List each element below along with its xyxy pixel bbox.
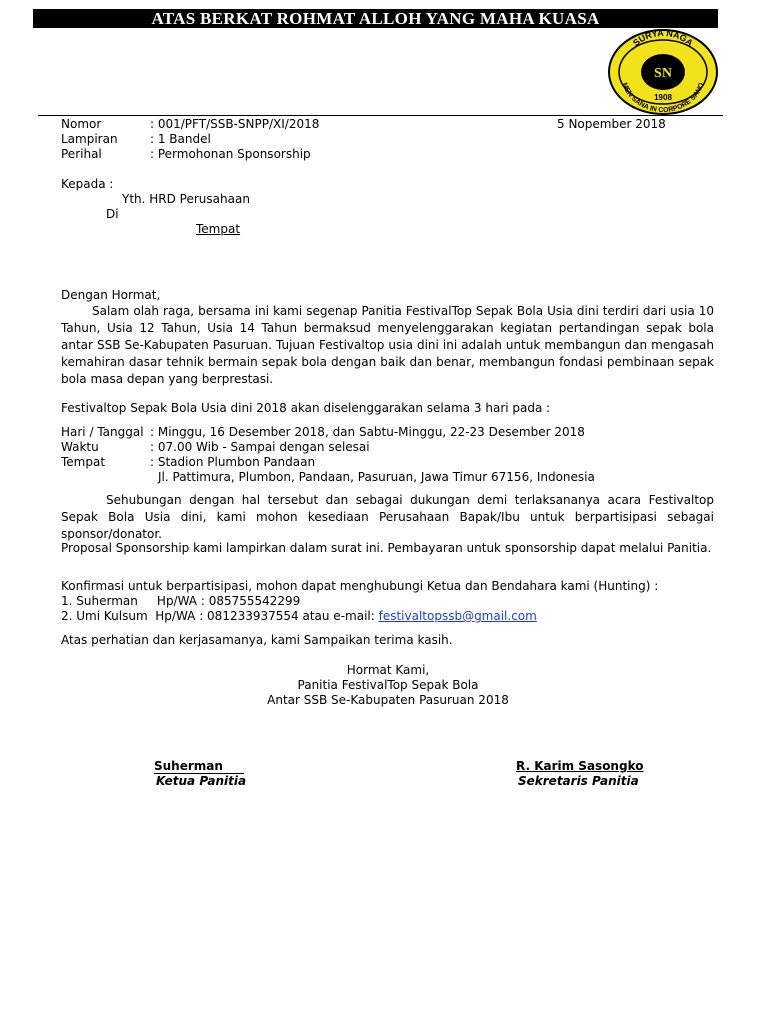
email-link[interactable]: festivaltopssb@gmail.com — [378, 609, 537, 623]
logo-monogram: SN — [654, 66, 672, 81]
letter-banner: ATAS BERKAT ROHMAT ALLOH YANG MAHA KUASA — [33, 9, 718, 28]
signature-org-2: Antar SSB Se-Kabupaten Pasuruan 2018 — [267, 693, 509, 707]
di-label: Di — [106, 207, 119, 221]
event-tempat-value: : Stadion Plumbon Pandaan — [150, 455, 316, 469]
lampiran-value: : 1 Bandel — [150, 132, 211, 146]
signer-role-ketua: Ketua Panitia — [156, 774, 247, 788]
paragraph-intro: Salam olah raga, bersama ini kami segenap Panitia FestivalTop Sepak Bola Usia dini terdiri dari usia 10 Tahun, Usia 12 Tahun, Usia 14 Tahun bermaksud menyelenggarakan kegiatan pertandingan sepak bola antar SSB Se-Kabupaten Pasuruan. Tujuan Festivaltop usia dini ini adalah untuk membangun dan mengasah kemahiran dasar tehnik bermain sepak bola dengan baik dan benar, membangun fondasi pembinaan sepak bola masa depan yang berprestasi. — [61, 304, 714, 386]
greeting: Dengan Hormat, — [61, 288, 161, 302]
signer-name-ketua: Suherman — [154, 760, 244, 774]
header-divider — [38, 115, 723, 116]
letter-date: 5 Nopember 2018 — [557, 117, 666, 131]
waktu-label: Waktu — [61, 440, 99, 454]
contact-suherman: 1. Suherman Hp/WA : 085755542299 — [61, 594, 301, 608]
hari-value: : Minggu, 16 Desember 2018, dan Sabtu-Minggu, 22-23 Desember 2018 — [150, 425, 585, 439]
logo-motto-text: MEN SANA IN CORPORE SANO — [620, 82, 706, 115]
signer-name-sekretaris: R. Karim Sasongko — [516, 759, 644, 773]
lampiran-label: Lampiran — [61, 132, 118, 146]
signer-role-sekretaris: Sekretaris Panitia — [518, 774, 639, 788]
paragraph-schedule-intro: Festivaltop Sepak Bola Usia dini 2018 akan diselenggarakan selama 3 hari pada : — [61, 401, 551, 415]
hari-label: Hari / Tanggal — [61, 425, 144, 439]
surya-naga-logo — [607, 28, 719, 116]
contact-umi-kulsum — [61, 609, 537, 624]
paragraph-proposal: Proposal Sponsorship kami lampirkan dalam surat ini. Pembayaran untuk sponsorship dapat melalui Panitia. — [61, 541, 712, 555]
waktu-value: : 07.00 Wib - Sampai dengan selesai — [150, 440, 370, 454]
perihal-label: Perihal — [61, 147, 102, 161]
logo-year: 1908 — [654, 93, 672, 102]
contact-umi-text: 2. Umi Kulsum Hp/WA : 081233937554 atau e-mail: — [61, 609, 379, 623]
kepada-label: Kepada : — [61, 177, 114, 191]
konfirmasi-text: Konfirmasi untuk berpartisipasi, mohon dapat menghubungi Ketua dan Bendahara kami (Hunting) : — [61, 579, 659, 593]
event-address: Jl. Pattimura, Plumbon, Pandaan, Pasuruan, Jawa Timur 67156, Indonesia — [158, 470, 595, 484]
nomor-value: : 001/PFT/SSB-SNPP/XI/2018 — [150, 117, 320, 131]
nomor-label: Nomor — [61, 117, 102, 131]
hormat-kami: Hormat Kami, — [346, 663, 430, 677]
perihal-value: : Permohonan Sponsorship — [150, 147, 311, 161]
signature-org: Panitia FestivalTop Sepak Bola — [297, 678, 479, 692]
paragraph-request: Sehubungan dengan hal tersebut dan sebagai dukungan demi terlaksananya acara Festivaltop Sepak Bola Usia dini, kami mohon kesediaan Perusahaan Bapak/Ibu untuk berpartisipasi sebagai sponsor/donator. — [61, 493, 714, 541]
recipient: Yth. HRD Perusahaan — [122, 192, 250, 206]
closing-text: Atas perhatian dan kerjasamanya, kami Sampaikan terima kasih. — [61, 633, 453, 647]
tempat-label: Tempat — [196, 222, 241, 236]
event-tempat-label: Tempat — [61, 455, 106, 469]
logo-top-text: SURYA NAGA — [631, 28, 695, 49]
